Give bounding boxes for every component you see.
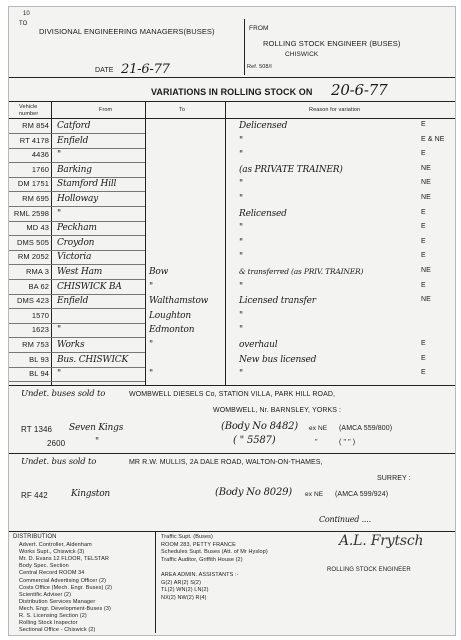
distribution-entry: Advert. Controller, Aldenham [19, 542, 92, 548]
row-division: E [421, 252, 426, 260]
date-value: 21-6-77 [121, 62, 170, 77]
row-to: Edmonton [149, 325, 195, 336]
row-rule [9, 367, 145, 368]
sale1-row1-amca: (AMCA 559/800) [339, 425, 393, 432]
row-vehicle: RML 2598 [13, 208, 49, 218]
document-sheet [8, 6, 456, 636]
row-rule [9, 381, 145, 382]
distribution-entry: Mr. D. Evans 12 FLOOR, TELSTAR [19, 556, 109, 563]
row-vehicle: BA 62 [28, 281, 49, 291]
distribution-entry: Distribution Services Manager [19, 598, 96, 605]
row-reason: " [239, 135, 243, 146]
row-reason: " [239, 237, 243, 248]
sale1-row1-body: (Body No 8482) [221, 421, 298, 432]
continued-note: Continued .... [319, 515, 371, 524]
sale2-row-body: (Body No 8029) [215, 487, 292, 498]
row-to: Bow [149, 267, 169, 277]
row-reason: " [239, 223, 243, 234]
row-rule [9, 162, 145, 163]
distribution-entry: Mech. Engr. Development-Buses (3) [19, 605, 111, 612]
row-vehicle: 1570 [31, 310, 49, 320]
distribution-entry: Scientific Adviser (2) [19, 591, 72, 598]
distribution-entry: Rolling Stock Inspector [19, 620, 78, 627]
row-reason: Delicensed [239, 121, 288, 131]
row-rule [9, 235, 145, 236]
top-mark: 10 [23, 11, 30, 17]
col-header-from: From [99, 107, 113, 113]
row-reason: overhaul [239, 340, 278, 350]
row-division: E [421, 237, 426, 245]
date-label: DATE [95, 67, 114, 74]
sale1-line1: WOMBWELL DIESELS Co, STATION VILLA, PARK HILL ROAD, [129, 391, 336, 398]
row-reason: Relicensed [239, 208, 287, 219]
row-rule [9, 133, 145, 134]
col-rule-2 [145, 101, 146, 385]
col-header-reason: Reason for variation [309, 107, 361, 113]
row-reason: " [239, 310, 243, 321]
row-division: E & NE [421, 135, 445, 143]
row-rule [9, 206, 145, 207]
row-vehicle: MD 43 [26, 223, 49, 233]
row-from: " [57, 208, 61, 219]
row-reason: & transferred (as PRIV. TRAINER) [239, 267, 364, 276]
row-reason: (as PRIVATE TRAINER) [239, 164, 343, 175]
sale1-row1-veh: RT 1346 [21, 425, 53, 434]
row-to: " [149, 369, 153, 380]
title-date: 20-6-77 [331, 81, 388, 99]
sale1-row2-from: " [95, 437, 99, 447]
row-rule [9, 323, 145, 324]
distribution-entry: R. S. Licensing Section (2) [19, 613, 87, 619]
distribution-entry: Traffic Supt. (Buses) [161, 534, 213, 540]
row-to: " [149, 340, 153, 350]
distribution-entry: G(2) AR(2) S(2) [161, 579, 202, 586]
row-reason: " [239, 281, 243, 292]
distribution-entry: Body Spec. Section [19, 563, 69, 570]
table-top-rule [9, 101, 455, 102]
row-reason: " [239, 325, 243, 336]
row-division: NE [421, 296, 431, 304]
row-division: E [421, 150, 426, 158]
sale1-row1-div: ex NE [309, 425, 328, 432]
row-vehicle: RMA 3 [25, 267, 49, 276]
sale1-row2-veh: 2600 [47, 439, 66, 448]
row-reason: New bus licensed [239, 354, 317, 365]
row-rule [9, 177, 145, 178]
row-vehicle: RM 695 [22, 194, 49, 203]
row-to: Loughton [149, 310, 191, 321]
row-from: Enfield [57, 296, 89, 307]
row-from: Stamford Hill [57, 179, 117, 190]
row-vehicle: BL 93 [29, 354, 49, 364]
row-vehicle: RM 2052 [17, 252, 49, 262]
row-rule [9, 264, 145, 265]
row-from: Bus. CHISWICK [57, 354, 129, 365]
row-reason: " [239, 369, 243, 380]
title-prefix: VARIATIONS IN ROLLING STOCK ON [151, 87, 313, 97]
row-rule [9, 308, 145, 309]
row-reason: " [239, 179, 243, 190]
row-from: " [57, 150, 61, 161]
distribution-entry: TL(2) WN(2) LN(2) [161, 587, 209, 594]
row-to: " [149, 281, 153, 292]
row-from: " [57, 369, 61, 380]
row-division: E [421, 369, 426, 377]
row-division: E [421, 121, 426, 128]
distribution-entry: Works Supt., Chiswick (3) [19, 549, 85, 556]
sale2-row-amca: (AMCA 599/924) [335, 491, 389, 498]
row-rule [9, 337, 145, 338]
distribution-entry: Schedules Supt. Buses (Att. of Mr Hyslop) [161, 549, 268, 556]
distribution-entry: Traffic Auditor, Griffith House (2) [161, 556, 243, 563]
header-bottom-rule [9, 118, 455, 119]
sale2-row-veh: RF 442 [21, 491, 48, 500]
row-reason: " [239, 150, 243, 161]
row-division: NE [421, 267, 431, 274]
sale2-line1: MR R.W. MULLIS, 2A DALE ROAD, WALTON-ON-THAMES, [129, 459, 323, 466]
row-rule [9, 148, 145, 149]
sale2-left: Undet. bus sold to [21, 457, 97, 467]
row-from: West Ham [57, 267, 103, 277]
col-rule-3 [225, 101, 226, 385]
sale1-row1-from: Seven Kings [69, 423, 124, 433]
footer-rule [9, 531, 455, 532]
header-divider [244, 19, 245, 75]
col-header-to: To [179, 107, 186, 113]
row-vehicle: BL 94 [29, 369, 49, 379]
row-from: CHISWICK BA [57, 281, 122, 292]
sale1-row2-body: ( " 5587) [233, 435, 276, 446]
row-division: NE [421, 164, 431, 172]
row-from: Enfield [57, 135, 89, 146]
row-from: Barking [57, 164, 92, 175]
row-reason: " [239, 194, 243, 204]
sale1-row2-div: " [315, 439, 318, 446]
distribution-divider [155, 531, 156, 633]
row-reason: " [239, 252, 243, 263]
distribution-entry: AREA ADMIN. ASSISTANTS :- [161, 572, 239, 578]
row-vehicle: RM 854 [22, 121, 49, 130]
row-division: E [421, 340, 426, 347]
row-vehicle: 1623 [31, 325, 49, 335]
from-place: CHISWICK [285, 51, 319, 58]
distribution-title: DISTRIBUTION [13, 534, 57, 540]
row-vehicle: RT 4178 [19, 135, 49, 145]
sale1-left: Undet. buses sold to [21, 389, 106, 399]
row-from: Victoria [57, 252, 92, 263]
row-rule [9, 191, 145, 192]
row-division: E [421, 354, 426, 362]
row-rule [9, 279, 145, 280]
sale1-rule [9, 385, 455, 386]
sale2-row-from: Kingston [71, 489, 111, 499]
row-rule [9, 221, 145, 222]
row-rule [9, 352, 145, 353]
distribution-entry: Commercial Advertising Officer (2) [19, 577, 107, 584]
header-rule [9, 77, 455, 78]
distribution-entry: Central Record ROOM 34 [19, 570, 85, 577]
row-division: NE [421, 179, 431, 187]
ref-label: Ref. 508/I [247, 64, 272, 70]
row-vehicle: 1760 [31, 164, 49, 174]
row-division: NE [421, 194, 431, 201]
sale1-line2: WOMBWELL, Nr. BARNSLEY, YORKS : [213, 407, 342, 414]
row-from: Holloway [57, 194, 98, 204]
sale1-row2-amca: ( " " ) [339, 439, 356, 446]
row-division: E [421, 281, 426, 289]
row-rule [9, 294, 145, 295]
signature-title: ROLLING STOCK ENGINEER [327, 567, 411, 573]
from-value: ROLLING STOCK ENGINEER (BUSES) [263, 39, 401, 48]
distribution-entry: ROOM 283, PETTY FRANCE [161, 541, 236, 548]
row-vehicle: DM 1751 [17, 179, 49, 189]
row-vehicle: RM 753 [22, 340, 49, 349]
to-value: DIVISIONAL ENGINEERING MANAGERS(BUSES) [39, 27, 215, 36]
row-division: E [421, 208, 426, 216]
row-from: Catford [57, 121, 91, 131]
row-to: Walthamstow [149, 296, 209, 307]
row-from: Peckham [57, 223, 97, 234]
row-from: " [57, 325, 61, 336]
row-vehicle: 4436 [31, 150, 49, 160]
col-header-vehicle: Vehicle number [19, 104, 39, 117]
row-rule [9, 250, 145, 251]
row-reason: Licensed transfer [239, 296, 316, 307]
col-rule-1 [51, 101, 52, 385]
from-label: FROM [249, 25, 269, 32]
row-vehicle: DMS 423 [17, 296, 49, 306]
row-division: E [421, 223, 426, 231]
to-label: TO [19, 21, 28, 27]
row-from: Works [57, 340, 85, 350]
row-from: Croydon [57, 237, 95, 248]
sale2-line2: SURREY : [377, 475, 411, 482]
sale2-rule [9, 453, 455, 454]
sale2-row-div: ex NE [305, 491, 324, 498]
distribution-entry: Costs Office (Mech. Engr. Buses) (2) [19, 584, 113, 591]
distribution-entry: NX(2) NW(2) R(4) [161, 594, 207, 601]
row-vehicle: DMS 505 [17, 237, 49, 247]
distribution-entry: Sectional Office - Chiswick (2) [19, 627, 96, 634]
signature: A.L. Frytsch [339, 533, 424, 549]
